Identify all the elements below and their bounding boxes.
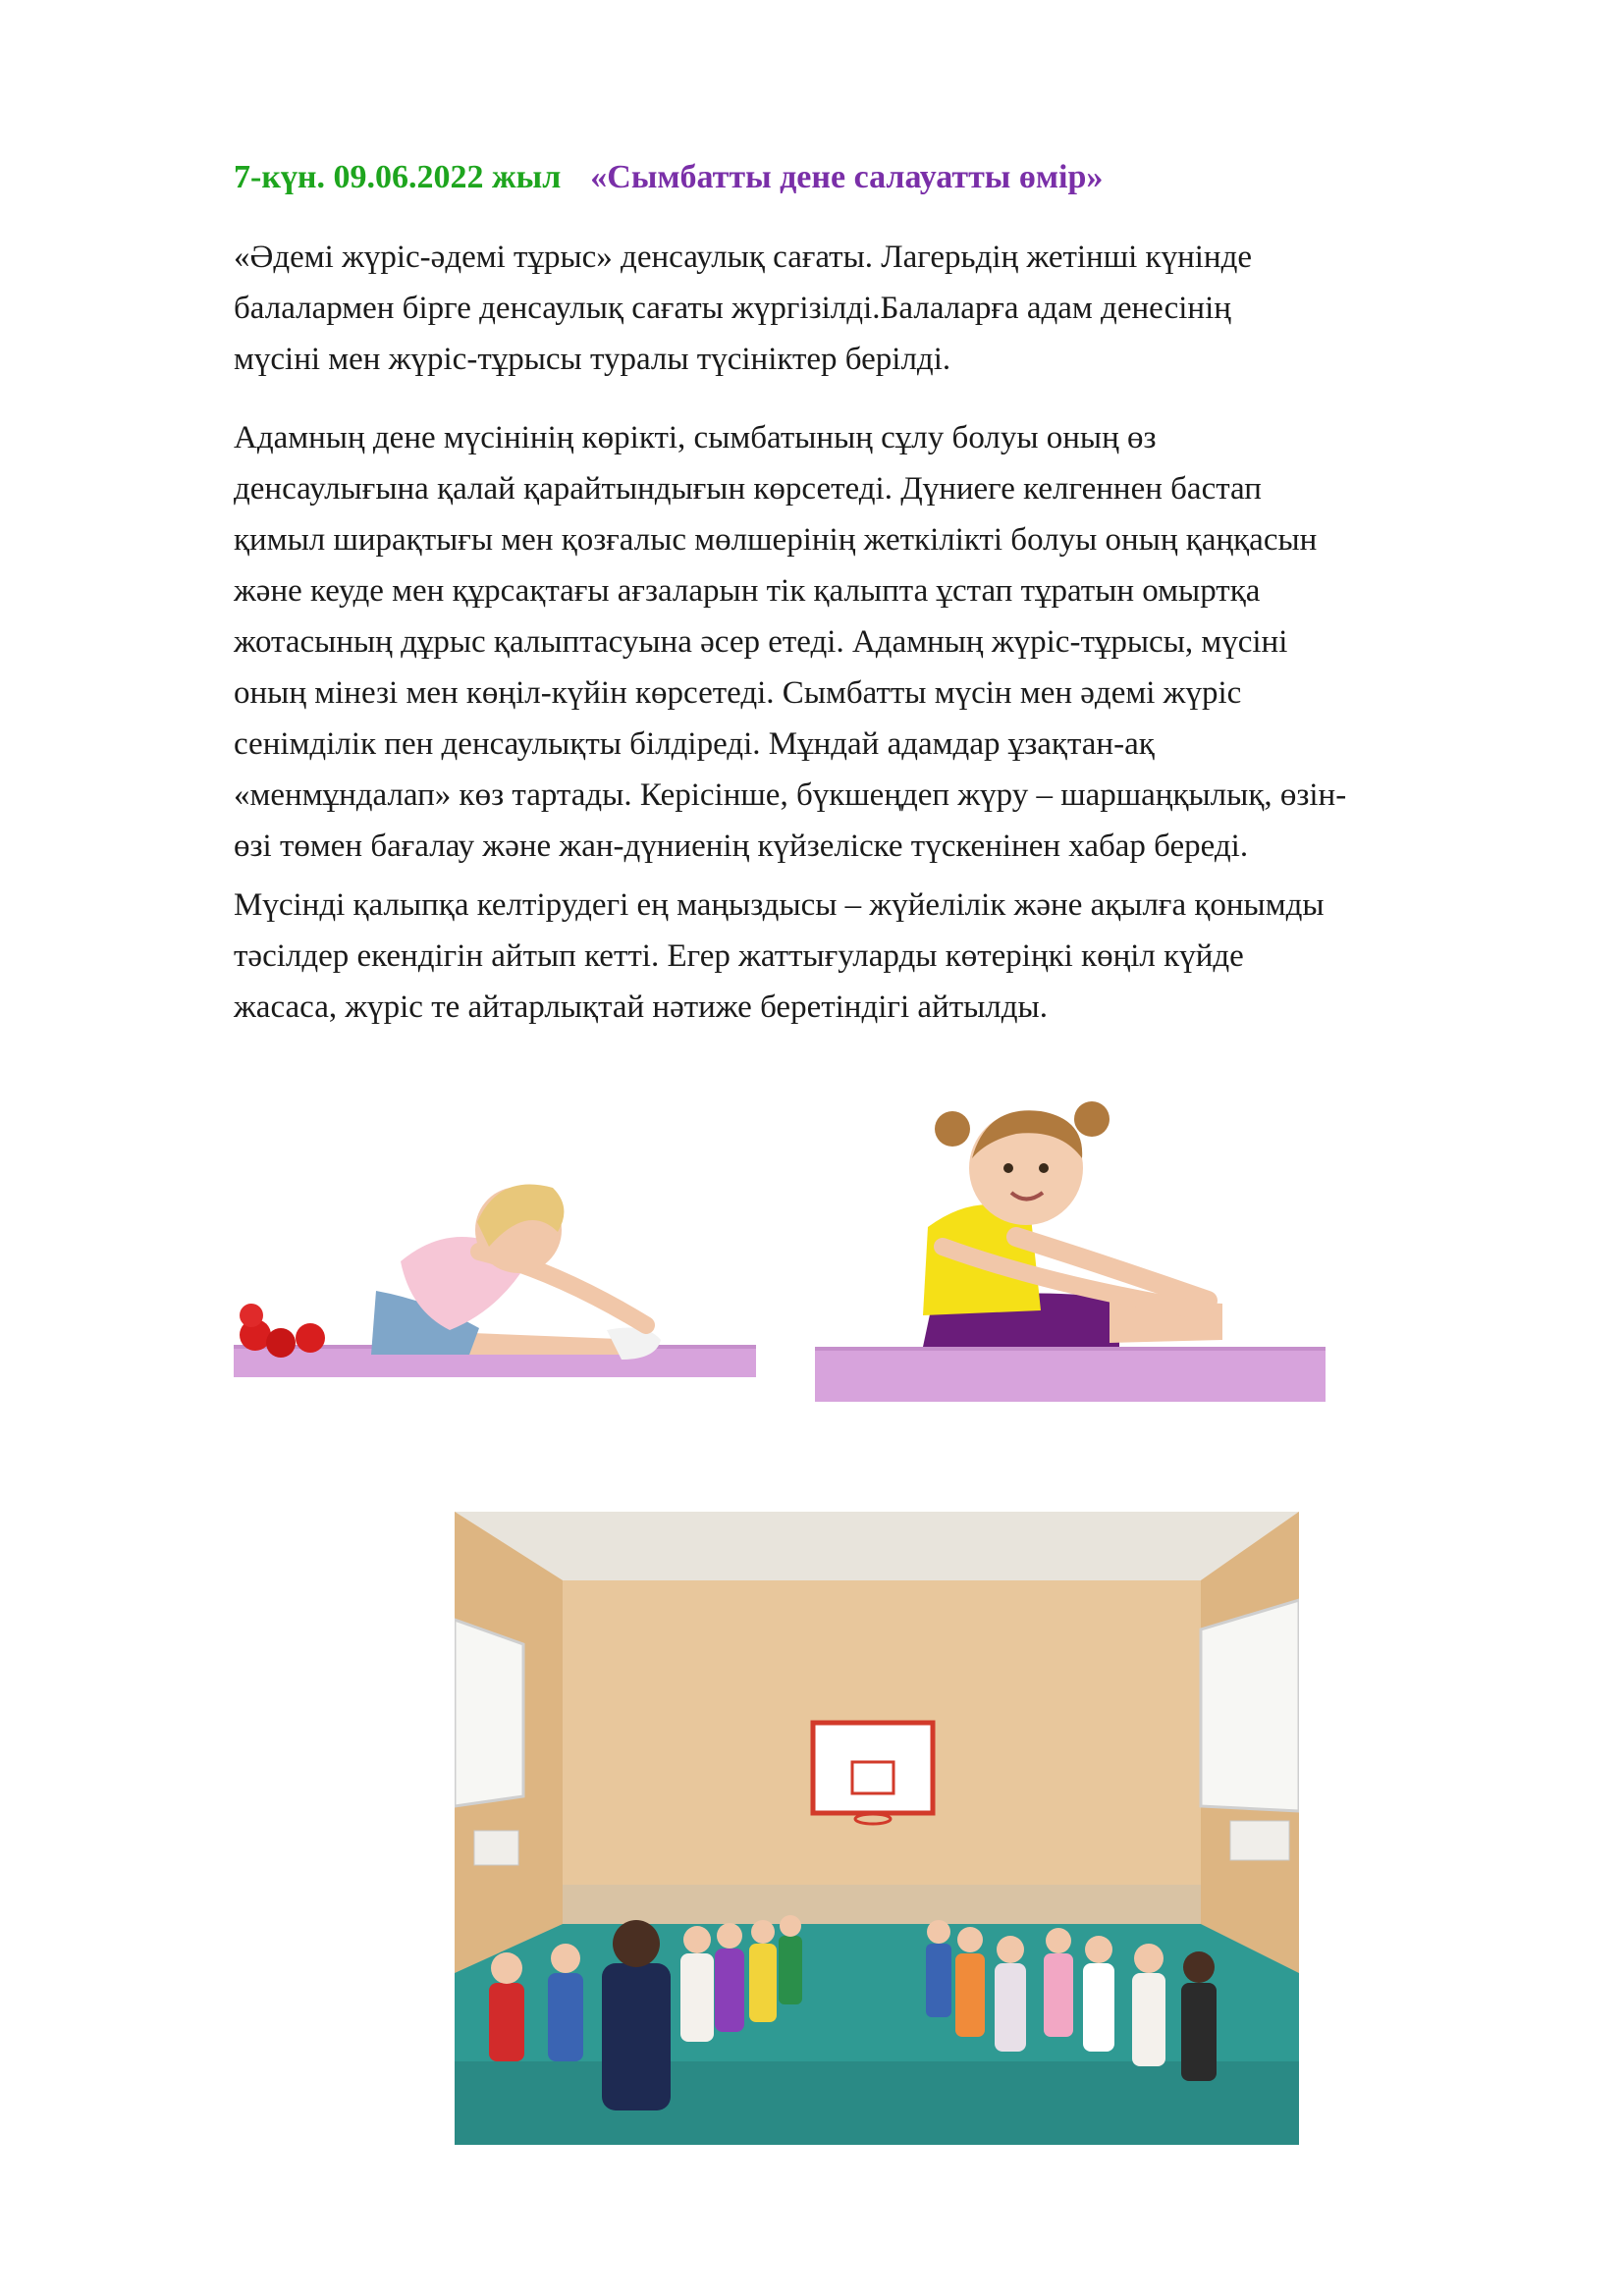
paragraph-line: тәсілдер екендігін айтып кетті. Егер жаттығуларды көтеріңкі көңіл күйде (234, 938, 1244, 974)
paragraph-line: жасаса, жүріс те айтарлықтай нәтиже беретіндігі айтылды. (234, 989, 1048, 1025)
photo-girl-stretching-pink (234, 1153, 756, 1377)
paragraph-line: «менмұндалап» көз тартады. Керісінше, бүкшеңдеп жүру – шаршаңқылық, өзін- (234, 777, 1347, 813)
paragraph-line: балалармен бірге денсаулық сағаты жүргізілді.Балаларға адам денесінің (234, 291, 1231, 326)
photo-gym-children (455, 1512, 1299, 2145)
paragraph-2 (234, 412, 1510, 872)
paragraph-line: денсаулығына қалай қарайтындығын көрсетеді. Дүниеге келгеннен бастап (234, 471, 1262, 507)
paragraph-line: сенімділік пен денсаулықты білдіреді. Мұндай адамдар ұзақтан-ақ (234, 726, 1155, 762)
paragraph-line: жотасының дұрыс қалыптасуына әсер етеді. Адамның жүріс-тұрысы, мүсіні (234, 624, 1288, 660)
paragraph-1 (234, 232, 1510, 385)
heading-date: 7-күн. 09.06.2022 жыл (234, 159, 562, 195)
paragraph-line: «Әдемі жүріс-әдемі тұрыс» денсаулық сағаты. Лагерьдің жетінші күнінде (234, 240, 1253, 275)
page-heading (234, 159, 1103, 196)
paragraph-line: өзі төмен бағалау және жан-дүниенің күйзеліске түскенінен хабар береді. (234, 828, 1249, 864)
paragraph-line: мүсіні мен жүріс-тұрысы туралы түсініктер берілді. (234, 342, 951, 377)
paragraph-line: Адамның дене мүсінінің көрікті, сымбатының сұлу болуы оның өз (234, 420, 1157, 455)
paragraph-line: Мүсінді қалыпқа келтірудегі ең маңыздысы – жүйелілік және ақылға қонымды (234, 887, 1325, 923)
paragraph-3 (234, 880, 1510, 1033)
photo-girl-stretching-yellow (815, 1090, 1326, 1402)
heading-title: «Сымбатты дене салауатты өмір» (590, 159, 1104, 195)
paragraph-line: оның мінезі мен көңіл-күйін көрсетеді. Сымбатты мүсін мен әдемі жүріс (234, 675, 1242, 711)
paragraph-line: және кеуде мен құрсақтағы ағзаларын тік қалыпта ұстап тұратын омыртқа (234, 573, 1261, 609)
paragraph-line: қимыл ширақтығы мен қозғалыс мөлшерінің жеткілікті болуы оның қаңқасын (234, 522, 1318, 558)
